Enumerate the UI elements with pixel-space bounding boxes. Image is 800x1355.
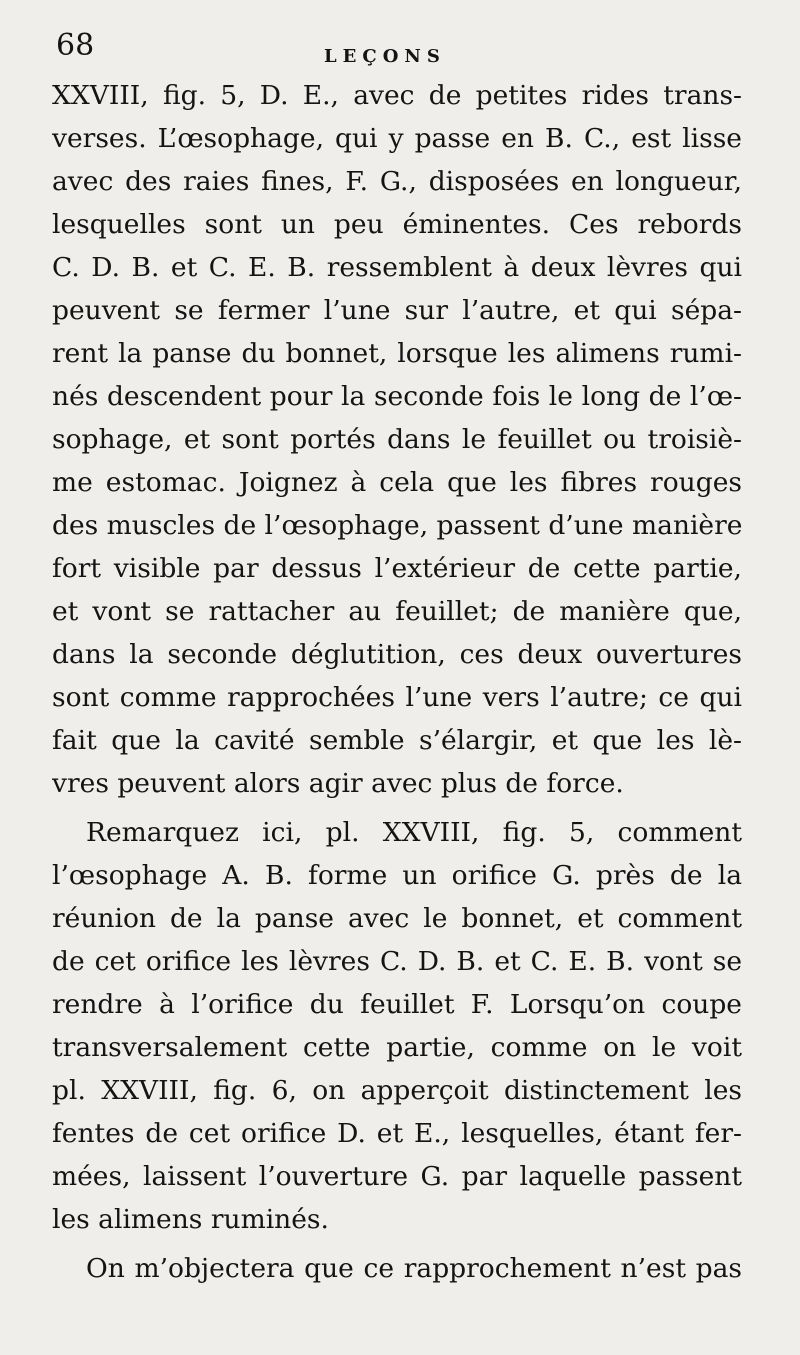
text-line: sont comme rapprochées l’une vers l’autre; ce qui [52,682,742,713]
text-line: réunion de la panse avec le bonnet, et comment [52,903,742,934]
text-line: et vont se rattacher au feuillet; de manière que, [52,596,742,627]
text-line: fort visible par dessus l’extérieur de cette partie, [52,553,742,584]
text-line: vres peuvent alors agir avec plus de force. [52,768,624,799]
text-line: XXVIII, fig. 5, D. E., avec de petites rides trans- [52,80,742,111]
text-line: de cet orifice les lèvres C. D. B. et C. E. B. vont se [52,946,742,977]
text-line: transversalement cette partie, comme on le voit [52,1032,742,1063]
text-line: C. D. B. et C. E. B. ressemblent à deux lèvres qui [52,252,742,283]
paragraph [52,1247,742,1290]
text-line: dans la seconde déglutition, ces deux ouvertures [52,639,742,670]
text-line: fentes de cet orifice D. et E., lesquelles, étant fer- [52,1118,742,1149]
text-line: verses. L’œsophage, qui y passe en B. C., est lisse [52,123,742,154]
text-line: me estomac. Joignez à cela que les fibres rouges [52,467,742,498]
text-line: nés descendent pour la seconde fois le long de l’œ- [52,381,742,412]
text-line: rendre à l’orifice du feuillet F. Lorsqu’on coupe [52,989,742,1020]
text-line: peuvent se fermer l’une sur l’autre, et qui sépa- [52,295,742,326]
text-line: l’œsophage A. B. forme un orifice G. près de la [52,860,742,891]
text-line: des muscles de l’œsophage, passent d’une manière [52,510,742,541]
paragraph [52,74,742,805]
text-line: Remarquez ici, pl. XXVIII, fig. 5, comment [86,817,742,848]
text-line: rent la panse du bonnet, lorsque les alimens rumi- [52,338,742,369]
page-number: 68 [56,28,95,63]
text-line: les alimens ruminés. [52,1204,329,1235]
text-line: lesquelles sont un peu éminentes. Ces rebords [52,209,742,240]
paragraph [52,811,742,1241]
text-line: pl. XXVIII, fig. 6, on apperçoit distinctement les [52,1075,742,1106]
text-line: avec des raies fines, F. G., disposées en longueur, [52,166,742,197]
text-line: On m’objectera que ce rapprochement n’est pas [86,1253,742,1284]
running-title: LEÇONS [324,46,446,67]
text-line: mées, laissent l’ouverture G. par laquelle passent [52,1161,742,1192]
text-line: fait que la cavité semble s’élargir, et que les lè- [52,725,742,756]
text-line: sophage, et sont portés dans le feuillet ou troisiè- [52,424,742,455]
body-text [52,74,742,1290]
running-head [56,28,746,72]
